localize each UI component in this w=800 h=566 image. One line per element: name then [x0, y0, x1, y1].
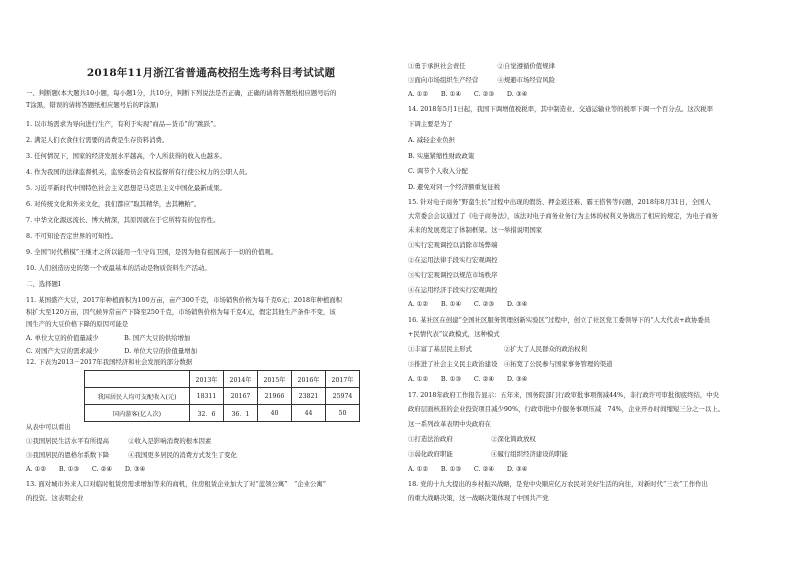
- text-line: ①我国居民生活水平有所提高 ②收入是影响消费的根本因素: [26, 437, 212, 445]
- table-cell: 50: [326, 405, 360, 422]
- text-line: 5. 习近平新时代中国特色社会主义思想是马克思主义中国化最新成果。: [26, 184, 226, 192]
- answer-option: D. 避免对同一个经济额重复征税: [408, 183, 501, 191]
- table-cell: 32．6: [190, 405, 224, 422]
- section-heading: 二、选择题Ⅰ: [26, 280, 61, 288]
- text-line: ①打造法治政府 ②深化简政放权: [408, 435, 536, 443]
- text-line: 15. 针对电子商务“野蛮生长”过程中出现的假货、押金返还难、霸王搭售等问题，2018年8月31日，全国人: [408, 198, 711, 206]
- text-line: 3. 任何情况下，国家的经济发展水平越高，个人所获得的收入也越多。: [26, 152, 226, 160]
- text-line: ③推进了社会主义民主政治建设 ④拓宽了公民参与国家事务管理的渠道: [408, 360, 613, 368]
- table-header-row: [85, 371, 360, 388]
- table-cell: 21966: [258, 388, 292, 405]
- text-line: 11. 某国盛产大豆，2017年种植面积为100万亩，亩产300千克，市场销售价格为每千克6元；2018年种植面积: [26, 296, 343, 304]
- text-line: 14. 2018年5月1日起，我国下调增值税税率，其中制造业、交通运输业等的税率下调一个百分点。这次税率: [408, 105, 713, 113]
- table-cell: 44: [292, 405, 326, 422]
- table-row: [85, 405, 360, 422]
- text-line: ③实行宏观调控以规范市场秩序: [408, 271, 498, 279]
- table-year-cell: 2013年: [190, 371, 224, 388]
- text-line: 17. 2018年政府工作报告显示：五年来，国务院部门行政审批事项削减44%，非行政许可审批彻底终结，中央: [408, 391, 720, 399]
- exam-title: 2018年11月浙江省普通高校招生选考科目考试试题: [86, 67, 336, 79]
- text-line: 未来的发展奠定了体制框架。这一举措说明国家: [408, 226, 543, 234]
- text-line: 政府层面核准的企业投资项目减少90%，行政审批中介服务事项压减 74%，企业开办时间缩短三分之一以上。: [408, 405, 724, 413]
- table-corner-cell: [85, 371, 190, 388]
- table-cell: 40: [258, 405, 292, 422]
- text-line: 16. 某社区在创建“全国社区服务管理创新实验区”过程中，创立了社区党工委领导下的“人大代表+政协委员: [408, 316, 711, 324]
- text-line: 18. 党的十九大提出的乡村振兴战略，是党中央顺应亿万农民对美好生活的向往，对新时代“三农”工作作出: [408, 480, 708, 488]
- text-line: 一、判断题(本大题共10小题，每小题1分，共10分，判断下列说法是否正确，正确的请将答题纸相应题号后的: [26, 89, 337, 97]
- text-line: 13. 面对城市外来人口对临时租赁房需求增加等来的商机，住房租赁企业加大了对“蓝领公寓” “企业公寓”: [26, 480, 327, 488]
- answer-option: C. 对国产大豆的需求减少 D. 单位大豆的价值量增加: [26, 347, 198, 355]
- right-column: [408, 0, 782, 566]
- table-year-cell: 2017年: [326, 371, 360, 388]
- answer-option: B. 实施紧缩性财政政策: [408, 152, 475, 160]
- text-line: 6. 对传统文化和外来文化，我们都应“取其精华，去其糟粕”。: [26, 200, 201, 208]
- text-line: ①勇于承担社会责任 ②自觉遵循价值规律: [408, 62, 555, 70]
- text-line: 8. 不可知论否定世界的可知性。: [26, 232, 118, 240]
- table-cell: 25974: [326, 388, 360, 405]
- answer-option: A. ①② B. ①④ C. ②③ D. ③④: [408, 300, 528, 308]
- text-line: 4. 作为我国的法律监督机关，监察委员会有权监督所有行使公权力的公职人员。: [26, 168, 252, 176]
- economic-data-table: [84, 370, 360, 422]
- text-line: 积扩大至120万亩，因气候异常亩产下降至250千克，市场销售价格为每千克4元，假定其他生产条件不变，该: [26, 308, 336, 316]
- answer-option: A. ①② B. ①③ C. ②④ D. ③④: [26, 465, 146, 473]
- text-line: 这一系列改革表明中央政府在: [408, 420, 492, 428]
- text-line: 12. 下表为2013－2017年我国经济和社会发展的部分数据: [26, 358, 193, 366]
- table-cell: 36．1: [224, 405, 258, 422]
- answer-option: A. ①② B. ①③ C. ②④ D. ③④: [408, 465, 528, 473]
- answer-option: C. 调节个人收入分配: [408, 167, 468, 175]
- text-line: 1. 以市场需求为导向进行生产，有利于实现“商品—货币”的“跳跃”。: [26, 120, 220, 128]
- text-line: 下调主要是为了: [408, 120, 453, 128]
- text-line: 10. 人们创造历史的第一个或最基本的活动是物质资料生产活动。: [26, 264, 211, 272]
- text-line: ③弱化政府职能 ④履行组织经济建设的职能: [408, 450, 568, 458]
- text-line: ①实行宏观调控以消除市场弊端: [408, 241, 498, 249]
- text-line: ③我国居民的恩格尔系数下降 ④我国更多居民的消费方式发生了变化: [26, 451, 237, 459]
- left-column: [26, 0, 396, 566]
- text-line: 7. 中华文化源远流长、博大精深，其原因就在于它所特有的包容性。: [26, 216, 220, 224]
- answer-option: A. ①② B. ①④ C. ②③ D. ③④: [408, 90, 528, 98]
- text-line: 大常委会会议通过了《电子商务法》，该法对电子商务业务行为主体的权利义务做出了相应的规定，为电子商务: [408, 212, 718, 220]
- table-row-label: 我国居民人均可支配收入(元): [85, 388, 190, 405]
- table-year-cell: 2015年: [258, 371, 292, 388]
- table-row-label: 国内游客(亿人次): [85, 405, 190, 422]
- text-line: ①丰富了基层民主形式 ②扩大了人民群众的政治权利: [408, 345, 587, 353]
- answer-option: A. 单位大豆的价值量减少 B. 国产大豆的供给增加: [26, 334, 191, 342]
- table-cell: 20167: [224, 388, 258, 405]
- text-line: ②在运用法律手段实行宏观调控: [408, 256, 498, 264]
- text-line: 的重大战略决策，这一战略决策体现了中国共产党: [408, 494, 549, 502]
- text-line: T涂黑，错误的请将答题纸相应题号后的F涂黑): [26, 101, 159, 109]
- table-year-cell: 2016年: [292, 371, 326, 388]
- text-line: ④在运用经济手段实行宏观调控: [408, 286, 498, 294]
- text-line: ③面向市场组织生产经营 ④规避市场经营风险: [408, 76, 555, 84]
- answer-option: A. 减轻企业负担: [408, 136, 456, 144]
- table-cell: 18311: [190, 388, 224, 405]
- text-line: 国生产的大豆价格下降的原因可能是: [26, 320, 129, 328]
- text-line: +民情代表”议政模式，这种模式: [408, 330, 500, 338]
- text-line: 2. 满足人们衣食住行需要的消费是生存资料消费。: [26, 136, 169, 144]
- answer-option: A. ①② B. ①③ C. ②④ D. ③④: [408, 375, 528, 383]
- text-line: 9. 全国“时代楷模”王继才之所以能用一生守岛卫国，是因为他有祖国高于一切的价值观。: [26, 248, 278, 256]
- table-cell: 23821: [292, 388, 326, 405]
- table-row: [85, 388, 360, 405]
- text-line: 的投资。这表明企业: [26, 494, 84, 502]
- table-year-cell: 2014年: [224, 371, 258, 388]
- text-line: 从表中可以看出: [26, 423, 71, 431]
